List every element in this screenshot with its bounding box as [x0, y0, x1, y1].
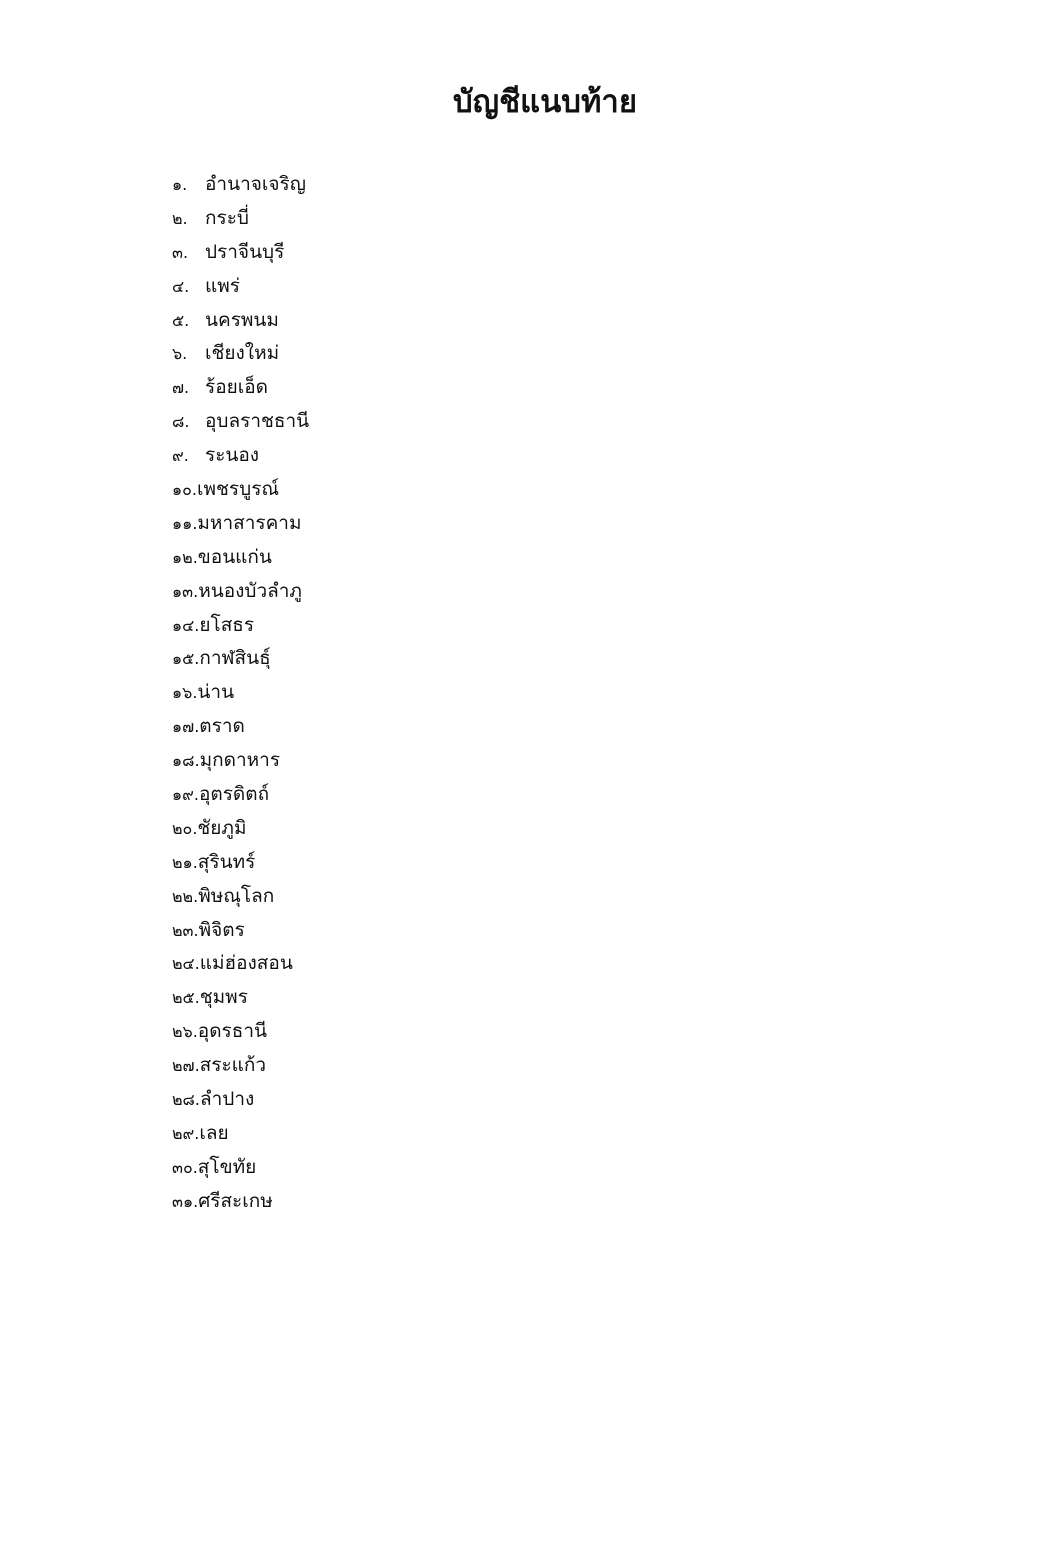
item-name: ชุมพร: [199, 986, 248, 1009]
item-number: ๑๘.: [172, 751, 200, 771]
item-number: ๓๑.: [172, 1191, 199, 1211]
item-number: ๑๗.: [172, 717, 200, 737]
item-name: สุโขทัย: [197, 1155, 257, 1178]
item-name: สุรินทร์: [197, 850, 256, 873]
list-item: [172, 744, 309, 778]
item-number: ๑๑.: [172, 513, 198, 533]
item-number: ๒๘.: [172, 1090, 200, 1110]
item-name: ยโสธร: [199, 613, 255, 636]
list-item: [172, 236, 309, 270]
item-name: แพร่: [205, 274, 240, 297]
list-item: [172, 1117, 309, 1151]
item-number: ๒๐.: [172, 818, 198, 838]
list-item: [172, 575, 309, 609]
item-name: อำนาจเจริญ: [205, 173, 306, 195]
item-number: ๕.: [172, 310, 190, 330]
item-name: อุบลราชธานี: [205, 410, 310, 433]
item-number: ๓.: [172, 242, 189, 262]
item-number: ๙.: [172, 446, 189, 466]
item-name: น่าน: [197, 681, 235, 704]
item-name: ปราจีนบุรี: [205, 240, 285, 263]
list-item: [172, 304, 309, 338]
item-number: ๒๓.: [172, 920, 199, 940]
item-number: ๒๙.: [172, 1123, 200, 1143]
item-name: ขอนแก่น: [197, 545, 272, 568]
item-name: อุตรดิตถ์: [198, 783, 270, 806]
item-name: ระนอง: [205, 444, 260, 467]
list-item: [172, 1049, 309, 1083]
item-name: เลย: [199, 1121, 229, 1144]
item-number: ๑.: [172, 175, 188, 194]
item-number: ๒๕.: [172, 988, 200, 1008]
item-number: ๖.: [172, 344, 188, 364]
list-item: [172, 1151, 309, 1185]
item-name: หนองบัวลำภู: [198, 579, 302, 602]
list-item: [172, 981, 309, 1015]
item-name: เพชรบูรณ์: [197, 478, 280, 501]
item-number: ๒.: [172, 208, 188, 228]
list-item: [172, 676, 309, 710]
item-name: อุดรธานี: [197, 1020, 268, 1043]
item-number: ๒๒.: [172, 886, 199, 906]
list-item: [172, 371, 309, 405]
list-item: [172, 1015, 309, 1049]
item-number: ๑๐.: [172, 480, 198, 500]
list-item: [172, 642, 309, 676]
list-item: [172, 812, 309, 846]
item-number: ๒๗.: [172, 1056, 200, 1076]
list-item: [172, 778, 309, 812]
list-item: [172, 168, 309, 202]
list-item: [172, 880, 309, 914]
item-name: แม่ฮ่องสอน: [199, 952, 293, 975]
item-name: มุกดาหาร: [199, 749, 281, 772]
list-item: [172, 710, 309, 744]
item-name: ตราด: [199, 715, 245, 738]
item-name: พิษณุโลก: [198, 884, 275, 907]
item-number: ๒๑.: [172, 852, 198, 872]
list-item: [172, 1185, 309, 1219]
list-item: [172, 947, 309, 981]
list-item: [172, 1083, 309, 1117]
item-name: สระแก้ว: [199, 1054, 267, 1077]
item-number: ๔.: [172, 276, 190, 296]
item-name: เชียงใหม่: [205, 342, 280, 365]
list-item: [172, 541, 309, 575]
item-name: ศรีสะเกษ: [198, 1189, 273, 1212]
item-name: พิจิตร: [198, 918, 245, 941]
item-number: ๑๕.: [172, 649, 200, 669]
list-item: [172, 337, 309, 371]
list-item: [172, 507, 309, 541]
item-name: นครพนม: [205, 308, 279, 331]
list-item: [172, 439, 309, 473]
item-number: ๑๒.: [172, 547, 198, 567]
item-number: ๓๐.: [172, 1157, 198, 1177]
list-item: [172, 202, 309, 236]
item-name: ชัยภูมิ: [197, 816, 247, 839]
item-name: ร้อยเอ็ด: [205, 376, 268, 399]
item-number: ๑๓.: [172, 581, 199, 601]
item-name: กระบี่: [205, 206, 249, 229]
list-item: [172, 405, 309, 439]
item-name: ลำปาง: [199, 1088, 255, 1111]
item-number: ๑๖.: [172, 683, 198, 703]
item-number: ๑๔.: [172, 615, 200, 635]
list-item: [172, 914, 309, 948]
item-number: ๒๔.: [172, 954, 200, 974]
page-title: บัญชีแนบท้าย: [453, 84, 637, 120]
item-number: ๘.: [172, 412, 190, 432]
item-number: ๒๖.: [172, 1022, 198, 1042]
item-number: ๗.: [172, 378, 190, 398]
list-item: [172, 609, 309, 643]
item-name: กาฬสินธุ์: [199, 647, 271, 670]
item-number: ๑๙.: [172, 785, 199, 805]
list-item: [172, 473, 309, 507]
list-item: [172, 270, 309, 304]
item-name: มหาสารคาม: [197, 511, 302, 534]
list-item: [172, 846, 309, 880]
province-list: [172, 168, 309, 1219]
